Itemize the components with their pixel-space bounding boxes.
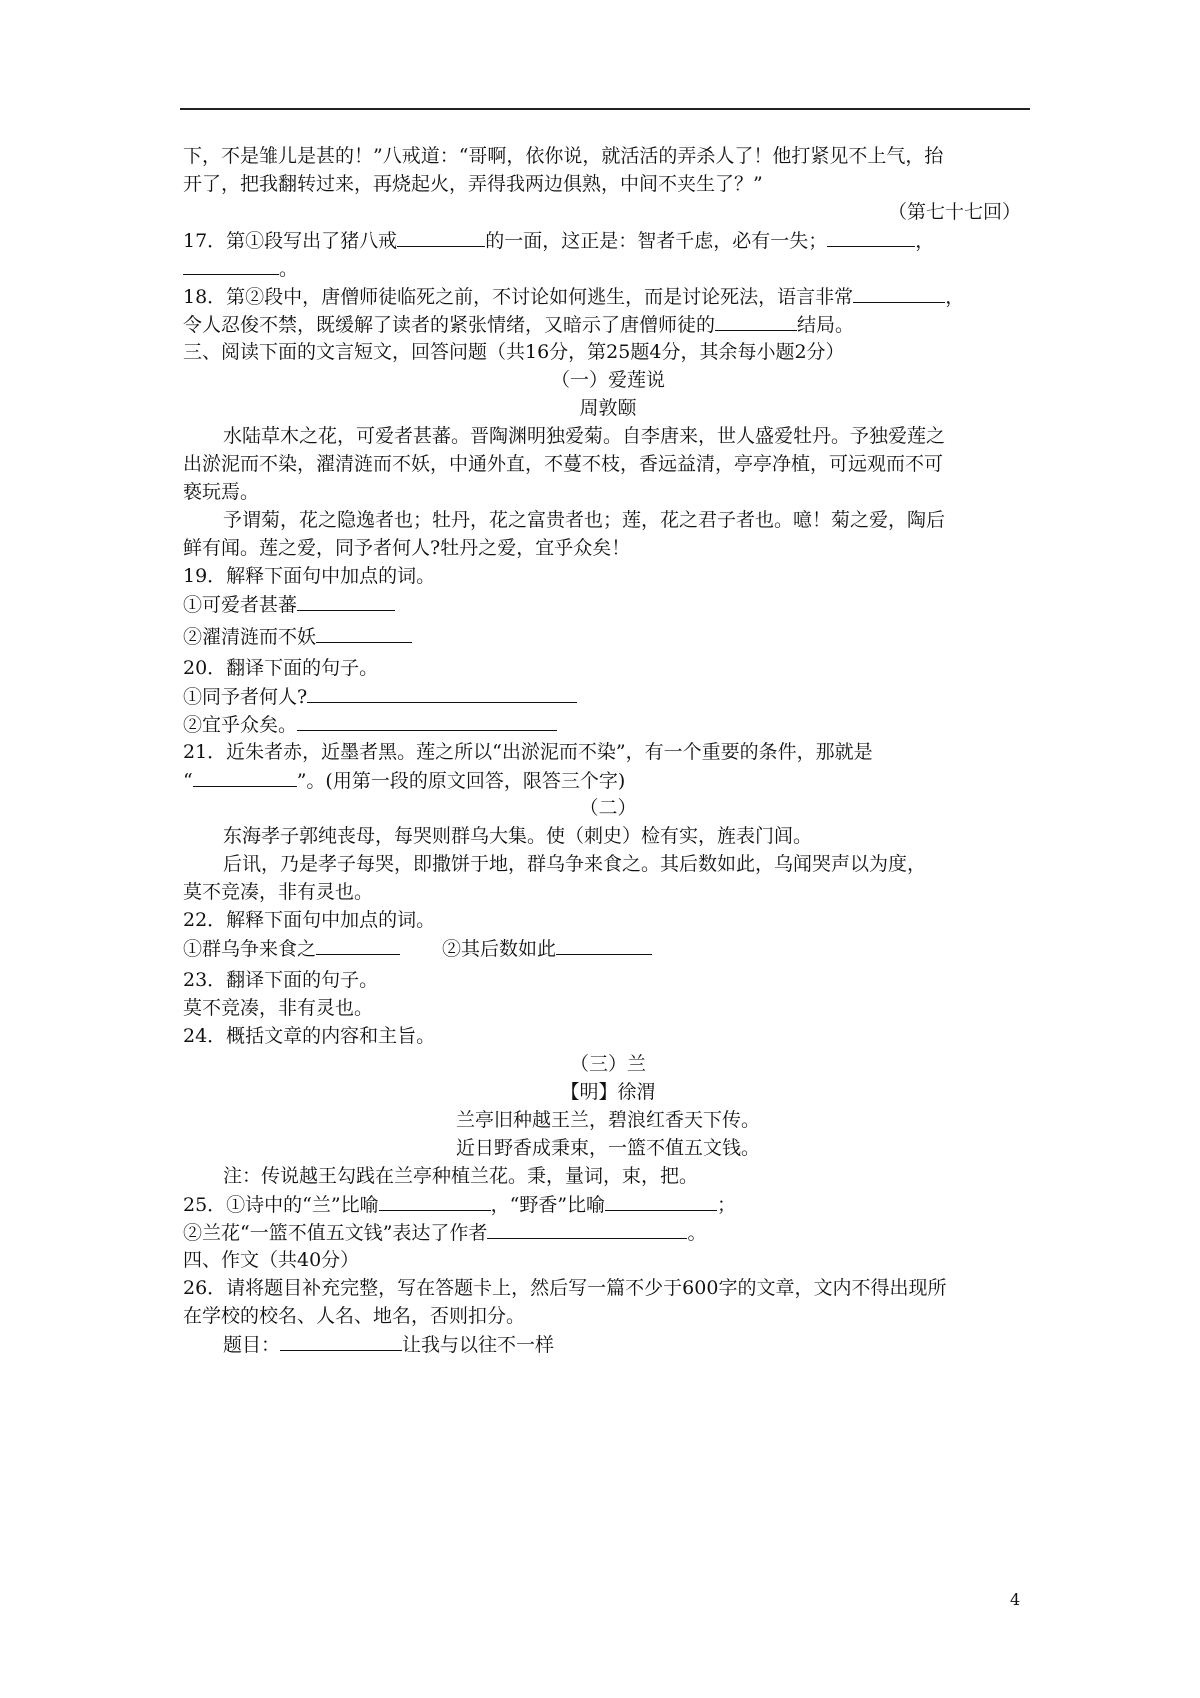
question-20-item: ②宜乎众矣。: [183, 710, 1033, 738]
passage-line: 水陆草木之花，可爱者甚蕃。晋陶渊明独爱菊。自李唐来，世人盛爱牡丹。予独爱莲之: [223, 425, 946, 447]
question-23-stem: 23．翻译下面的句子。: [183, 969, 379, 991]
question-18: 18．第②段中，唐僧师徒临死之前，不讨论如何逃生，而是讨论死法，语言非常 ，: [183, 282, 1033, 310]
question-25-cont: ②兰花“一篮不值五文钱”表达了作者 。: [183, 1218, 1033, 1246]
question-24-stem: 24．概括文章的内容和主旨。: [183, 1025, 436, 1047]
question-20-item: ①同予者何人?: [183, 682, 1033, 710]
answer-blank: [297, 710, 557, 731]
question-21-cont: “ ”。(用第一段的原文回答，限答三个字): [183, 766, 1033, 794]
question-19-stem: 19．解释下面句中加点的词。: [183, 565, 436, 587]
passage-1-author: 周敦颐: [579, 397, 637, 419]
passage-line: 亵玩焉。: [183, 481, 260, 503]
passage-3-title: （三）兰: [569, 1053, 646, 1075]
question-26: 26．请将题目补充完整，写在答题卡上，然后写一篇不少于600字的文章，文内不得出现所: [183, 1277, 947, 1299]
answer-blank: [827, 226, 915, 247]
passage-line: 后讯，乃是孝子每哭，即撒饼于地，群乌争来食之。其后数如此，乌闻哭声以为度，: [223, 853, 927, 875]
passage-line: 东海孝子郭纯丧母，每哭则群乌大集。使（刺史）检有实，旌表门闾。: [223, 825, 813, 847]
answer-blank: [605, 1190, 717, 1211]
answer-blank: [316, 934, 400, 955]
question-20-stem: 20．翻译下面的句子。: [183, 657, 379, 679]
question-23-sentence: 莫不竞凑，非有灵也。: [183, 997, 374, 1019]
question-25: 25．①诗中的“兰”比喻 ，“野香”比喻 ；: [183, 1190, 1033, 1218]
passage-1-title: （一）爱莲说: [550, 369, 665, 391]
page-content: [183, 142, 1033, 1358]
question-19-item: ①可爱者甚蕃: [183, 590, 1033, 618]
answer-blank: [397, 226, 485, 247]
passage-3-author: 【明】徐渭: [560, 1081, 656, 1103]
answer-blank: [183, 254, 279, 275]
passage-line: 鲜有闻。莲之爱，同予者何人?牡丹之爱，宜乎众矣！: [183, 537, 631, 559]
passage-line: 莫不竞凑，非有灵也。: [183, 881, 374, 903]
question-17: 17．第①段写出了猪八戒 的一面，这正是：智者千虑，必有一失； ，: [183, 226, 1033, 254]
passage-line: 出淤泥而不染，濯清涟而不妖，中通外直，不蔓不枝，香远益清，亭亭净植，可远观而不可: [183, 453, 944, 475]
text-line: 下，不是雏儿是甚的！”八戒道：“哥啊，依你说，就活活的弄杀人了！他打紧见不上气，抬: [183, 145, 944, 167]
poem-verse: 近日野香成秉束，一篮不值五文钱。: [455, 1137, 760, 1159]
question-17-cont: 。: [183, 254, 1033, 282]
question-21: 21．近朱者赤，近墨者黑。莲之所以“出淤泥而不染”，有一个重要的条件，那就是: [183, 741, 873, 763]
section-4-heading: 四、作文（共40分）: [183, 1249, 360, 1271]
page-number: 4: [1010, 1590, 1021, 1609]
poem-verse: 兰亭旧种越王兰，碧浪红香天下传。: [455, 1109, 760, 1131]
question-19-item: ②濯清涟而不妖: [183, 622, 1033, 650]
answer-blank: [307, 682, 577, 703]
question-18-cont: 令人忍俊不禁，既缓解了读者的紧张情绪，又暗示了唐僧师徒的 结局。: [183, 310, 1033, 338]
poem-note: 注：传说越王勾践在兰亭种植兰花。秉，量词，束，把。: [223, 1165, 699, 1187]
answer-blank: [556, 934, 652, 955]
answer-blank: [297, 590, 395, 611]
answer-blank: [316, 622, 412, 643]
answer-blank: [280, 1330, 402, 1351]
passage-line: 予谓菊，花之隐逸者也；牡丹，花之富贵者也；莲，花之君子者也。噫！菊之爱，陶后: [223, 509, 946, 531]
header-rule: [180, 108, 1030, 110]
text-line: 开了，把我翻转过来，再烧起火，弄得我两边俱熟，中间不夹生了？”: [183, 173, 763, 195]
question-22-stem: 22．解释下面句中加点的词。: [183, 909, 436, 931]
section-3-heading: 三、阅读下面的文言短文，回答问题（共16分，第25题4分，其余每小题2分）: [183, 341, 845, 363]
passage-2-title: （二）: [579, 797, 637, 819]
answer-blank: [853, 282, 945, 303]
answer-blank: [715, 310, 797, 331]
essay-title-line: 题目： 让我与以往不一样: [183, 1330, 1033, 1358]
answer-blank: [379, 1190, 491, 1211]
question-22-items: ①群乌争来食之 ②其后数如此: [183, 934, 1033, 962]
answer-blank: [193, 766, 297, 787]
question-26-cont: 在学校的校名、人名、地名，否则扣分。: [183, 1305, 526, 1327]
chapter-reference: （第七十七回）: [887, 201, 1021, 223]
answer-blank: [487, 1218, 687, 1239]
